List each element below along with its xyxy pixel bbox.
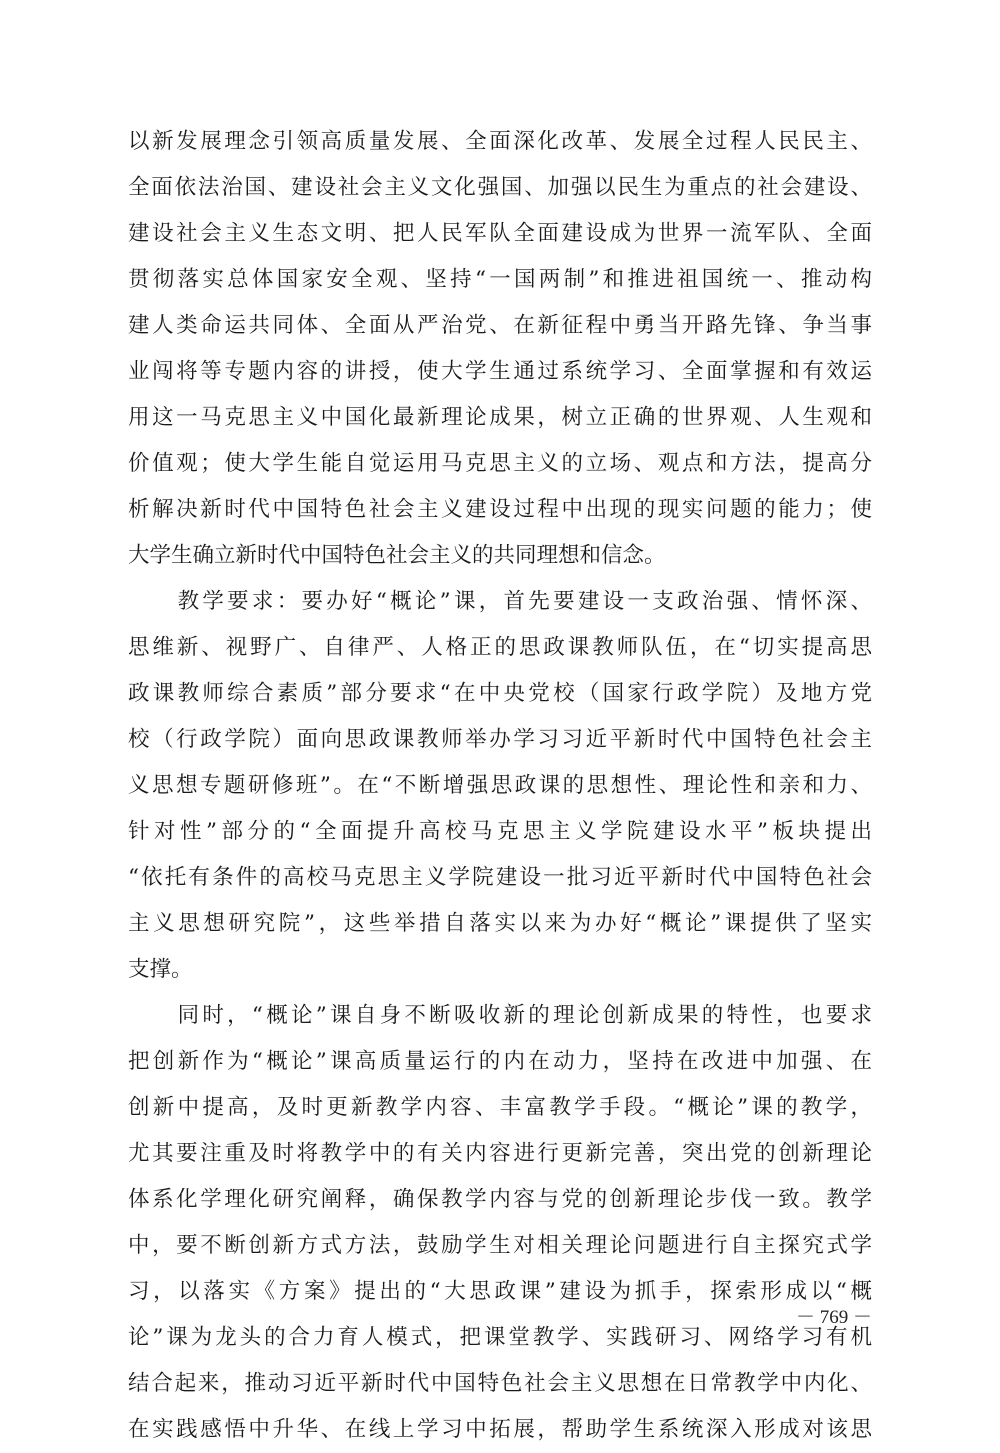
text-line: 建设社会主义生态文明、把人民军队全面建设成为世界一流军队、全面: [128, 221, 872, 246]
text-line: 以新发展理念引领高质量发展、全面深化改革、发展全过程人民民主、: [128, 129, 872, 154]
text-line: 析解决新时代中国特色社会主义建设过程中出现的现实问题的能力；使: [128, 497, 872, 522]
text-line: 思维新、视野广、自律严、人格正的思政课教师队伍，在“切实提高思: [128, 635, 872, 660]
text-line: 大学生确立新时代中国特色社会主义的共同理想和信念。: [128, 543, 666, 568]
text-line: 尤其要注重及时将教学中的有关内容进行更新完善，突出党的创新理论: [128, 1141, 872, 1166]
paragraph-3: [128, 993, 872, 1453]
paragraph-1: [128, 119, 872, 579]
paragraph-2: [128, 579, 872, 993]
text-line: 创新中提高，及时更新教学内容、丰富教学手段。“概论”课的教学，: [128, 1095, 872, 1120]
text-line: 把创新作为“概论”课高质量运行的内在动力，坚持在改进中加强、在: [128, 1049, 872, 1074]
text-line: 习，以落实《方案》提出的“大思政课”建设为抓手，探索形成以“概: [128, 1279, 872, 1304]
text-line: 主义思想研究院”，这些举措自落实以来为办好“概论”课提供了坚实: [128, 911, 872, 936]
text-line: 结合起来，推动习近平新时代中国特色社会主义思想在日常教学中内化、: [128, 1371, 872, 1396]
text-line: 在实践感悟中升华、在线上学习中拓展，帮助学生系统深入形成对该思: [128, 1417, 872, 1442]
text-line: 用这一马克思主义中国化最新理论成果，树立正确的世界观、人生观和: [128, 405, 872, 430]
text-line: 全面依法治国、建设社会主义文化强国、加强以民生为重点的社会建设、: [128, 175, 872, 200]
text-line: 教学要求：要办好“概论”课，首先要建设一支政治强、情怀深、: [128, 589, 872, 614]
text-line: 贯彻落实总体国家安全观、坚持“一国两制”和推进祖国统一、推动构: [128, 267, 872, 292]
text-line: 论”课为龙头的合力育人模式，把课堂教学、实践研习、网络学习有机: [128, 1325, 872, 1350]
text-line: 支撑。: [128, 957, 193, 982]
text-line: 业闯将等专题内容的讲授，使大学生通过系统学习、全面掌握和有效运: [128, 359, 872, 384]
text-line: 体系化学理化研究阐释，确保教学内容与党的创新理论步伐一致。教学: [128, 1187, 872, 1212]
text-line: 针对性”部分的“全面提升高校马克思主义学院建设水平”板块提出: [128, 819, 872, 844]
body-text: [128, 119, 872, 1453]
text-line: 校（行政学院）面向思政课教师举办学习习近平新时代中国特色社会主: [128, 727, 872, 752]
text-line: 中，要不断创新方式方法，鼓励学生对相关理论问题进行自主探究式学: [128, 1233, 872, 1258]
text-line: 同时，“概论”课自身不断吸收新的理论创新成果的特性，也要求: [128, 1003, 872, 1028]
text-line: 建人类命运共同体、全面从严治党、在新征程中勇当开路先锋、争当事: [128, 313, 872, 338]
text-line: 义思想专题研修班”。在“不断增强思政课的思想性、理论性和亲和力、: [128, 773, 872, 798]
text-line: 政课教师综合素质”部分要求“在中央党校（国家行政学院）及地方党: [128, 681, 872, 706]
text-line: 价值观；使大学生能自觉运用马克思主义的立场、观点和方法，提高分: [128, 451, 872, 476]
text-line: “依托有条件的高校马克思主义学院建设一批习近平新时代中国特色社会: [128, 865, 872, 890]
page-number: － 769 －: [795, 1307, 872, 1328]
